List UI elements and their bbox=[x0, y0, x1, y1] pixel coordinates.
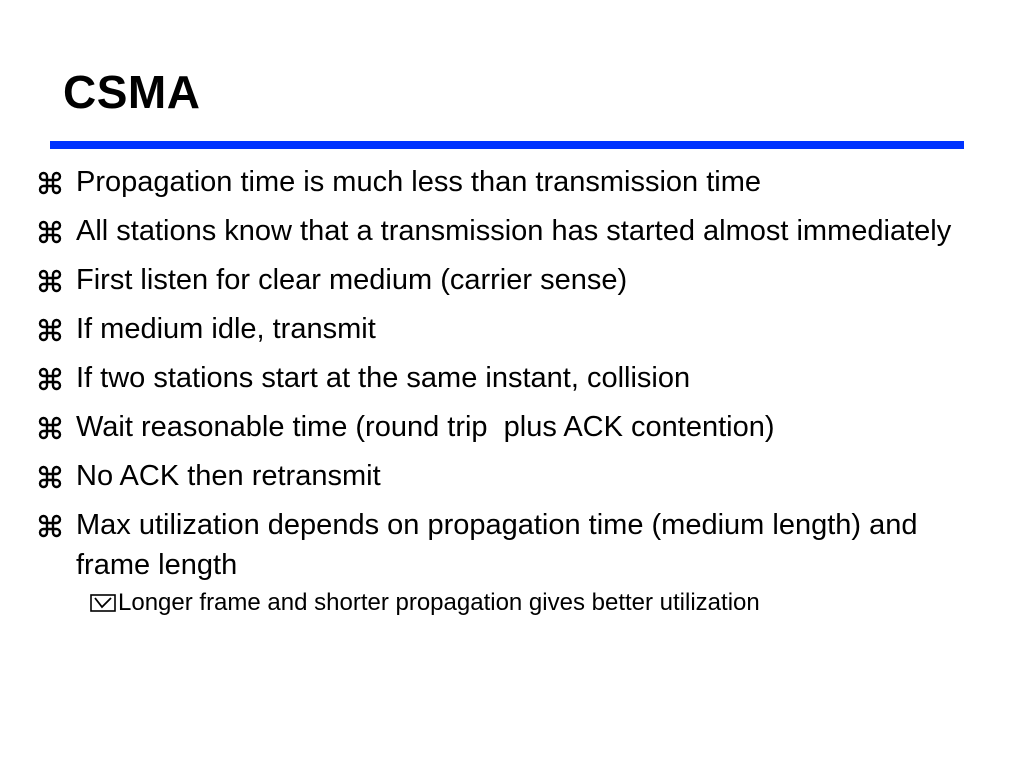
bullet-text: Propagation time is much less than transmission time bbox=[76, 166, 762, 198]
bullet-item bbox=[37, 309, 977, 349]
bullet-text: If two stations start at the same instant, collision bbox=[76, 362, 691, 394]
command-key-icon bbox=[38, 416, 62, 440]
command-key-icon bbox=[38, 269, 62, 293]
bullet-item bbox=[37, 260, 977, 300]
bullet-text: If medium idle, transmit bbox=[76, 313, 376, 345]
command-key-icon bbox=[38, 318, 62, 342]
bullet-item bbox=[37, 505, 977, 585]
command-key-icon bbox=[38, 220, 62, 244]
bullet-item bbox=[37, 407, 977, 447]
bullet-list bbox=[37, 162, 977, 620]
title-underline bbox=[50, 141, 964, 149]
command-key-icon bbox=[38, 367, 62, 391]
command-key-icon bbox=[38, 171, 62, 195]
command-key-icon bbox=[38, 465, 62, 489]
bullet-item bbox=[37, 211, 977, 251]
checked-box-icon bbox=[90, 594, 116, 612]
bullet-text: No ACK then retransmit bbox=[76, 460, 381, 492]
bullet-text: Max utilization depends on propagation time (medium length) and frame length bbox=[76, 509, 918, 581]
bullet-item bbox=[37, 358, 977, 398]
sub-bullet-text: Longer frame and shorter propagation gives better utilization bbox=[118, 589, 760, 616]
bullet-text: First listen for clear medium (carrier sense) bbox=[76, 264, 628, 296]
slide-title: CSMA bbox=[63, 66, 201, 118]
command-key-icon bbox=[38, 514, 62, 538]
bullet-text: Wait reasonable time (round trip plus ACK contention) bbox=[76, 411, 775, 443]
sub-bullet-item bbox=[37, 586, 977, 620]
bullet-item bbox=[37, 456, 977, 496]
bullet-text: All stations know that a transmission has started almost immediately bbox=[76, 215, 952, 247]
bullet-item bbox=[37, 162, 977, 202]
